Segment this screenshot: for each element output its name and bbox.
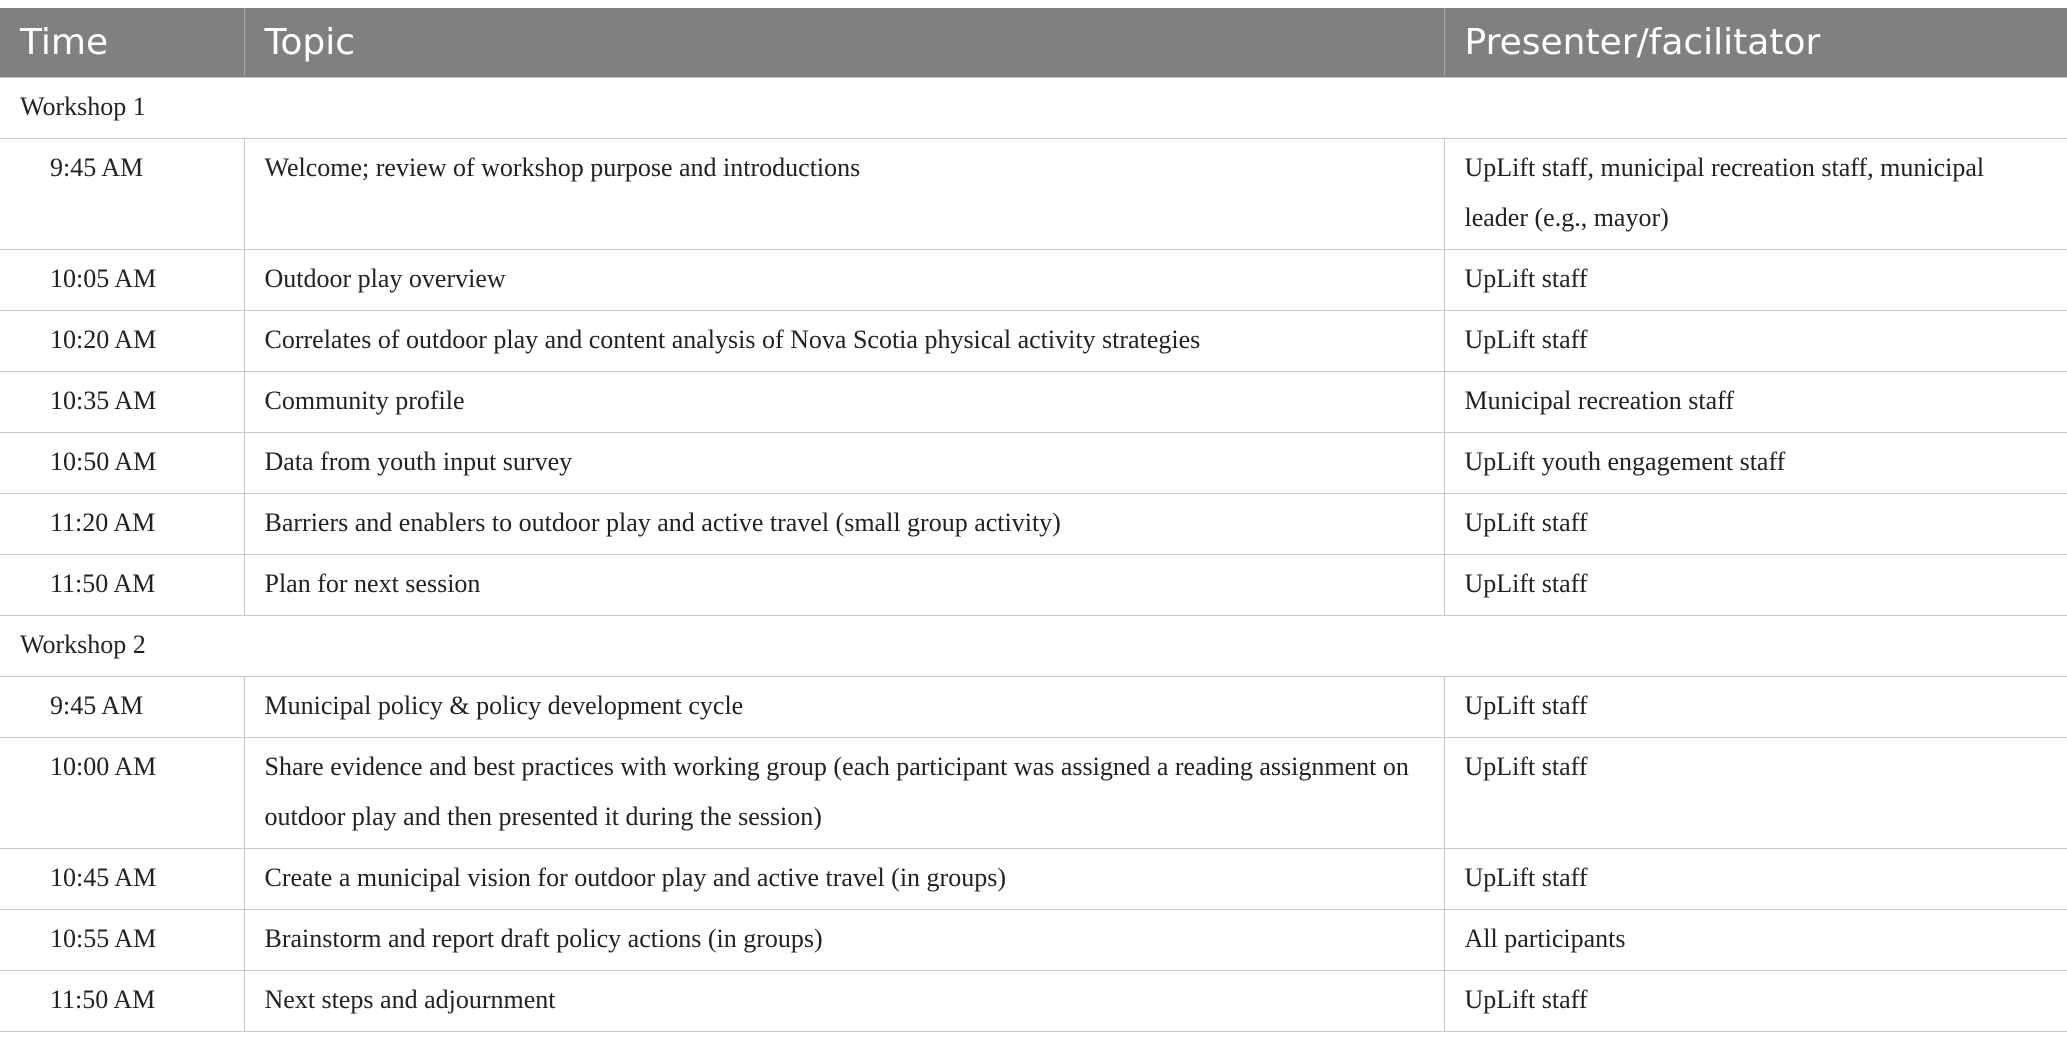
table-row	[0, 738, 2067, 849]
topic-cell: Next steps and adjournment	[244, 971, 1444, 1032]
time-cell: 10:00 AM	[0, 738, 244, 849]
table-row	[0, 677, 2067, 738]
schedule-table-wrapper	[0, 8, 2067, 1032]
topic-cell: Share evidence and best practices with working group (each participant was assigned a reading assignment on outdoor play and then presented it during the session)	[244, 738, 1444, 849]
section-row-workshop-2	[0, 616, 2067, 677]
time-cell: 10:45 AM	[0, 849, 244, 910]
section-label: Workshop 2	[0, 616, 2067, 677]
presenter-cell: UpLift staff	[1444, 738, 2067, 849]
topic-cell: Welcome; review of workshop purpose and introductions	[244, 139, 1444, 250]
presenter-cell: UpLift youth engagement staff	[1444, 433, 2067, 494]
presenter-cell: UpLift staff	[1444, 971, 2067, 1032]
presenter-cell: UpLift staff	[1444, 250, 2067, 311]
table-row	[0, 433, 2067, 494]
table-row	[0, 494, 2067, 555]
time-cell: 10:50 AM	[0, 433, 244, 494]
header-time: Time	[0, 8, 244, 78]
table-row	[0, 372, 2067, 433]
table-row	[0, 971, 2067, 1032]
header-row	[0, 8, 2067, 78]
section-label: Workshop 1	[0, 78, 2067, 139]
topic-cell: Community profile	[244, 372, 1444, 433]
topic-cell: Data from youth input survey	[244, 433, 1444, 494]
workshop-schedule-table	[0, 8, 2067, 1032]
presenter-cell: UpLift staff	[1444, 494, 2067, 555]
header-presenter: Presenter/facilitator	[1444, 8, 2067, 78]
header-topic: Topic	[244, 8, 1444, 78]
table-row	[0, 250, 2067, 311]
presenter-cell: All participants	[1444, 910, 2067, 971]
time-cell: 9:45 AM	[0, 677, 244, 738]
topic-cell: Correlates of outdoor play and content analysis of Nova Scotia physical activity strategies	[244, 311, 1444, 372]
presenter-cell: UpLift staff	[1444, 849, 2067, 910]
topic-cell: Municipal policy & policy development cycle	[244, 677, 1444, 738]
table-row	[0, 849, 2067, 910]
table-row	[0, 910, 2067, 971]
time-cell: 9:45 AM	[0, 139, 244, 250]
time-cell: 10:20 AM	[0, 311, 244, 372]
topic-cell: Brainstorm and report draft policy actions (in groups)	[244, 910, 1444, 971]
presenter-cell: UpLift staff, municipal recreation staff, municipal leader (e.g., mayor)	[1444, 139, 2067, 250]
presenter-cell: Municipal recreation staff	[1444, 372, 2067, 433]
topic-cell: Barriers and enablers to outdoor play and active travel (small group activity)	[244, 494, 1444, 555]
time-cell: 11:20 AM	[0, 494, 244, 555]
time-cell: 10:35 AM	[0, 372, 244, 433]
time-cell: 10:05 AM	[0, 250, 244, 311]
table-row	[0, 311, 2067, 372]
presenter-cell: UpLift staff	[1444, 311, 2067, 372]
topic-cell: Outdoor play overview	[244, 250, 1444, 311]
time-cell: 10:55 AM	[0, 910, 244, 971]
topic-cell: Create a municipal vision for outdoor play and active travel (in groups)	[244, 849, 1444, 910]
time-cell: 11:50 AM	[0, 555, 244, 616]
topic-cell: Plan for next session	[244, 555, 1444, 616]
presenter-cell: UpLift staff	[1444, 677, 2067, 738]
time-cell: 11:50 AM	[0, 971, 244, 1032]
presenter-cell: UpLift staff	[1444, 555, 2067, 616]
table-row	[0, 139, 2067, 250]
table-row	[0, 555, 2067, 616]
section-row-workshop-1	[0, 78, 2067, 139]
